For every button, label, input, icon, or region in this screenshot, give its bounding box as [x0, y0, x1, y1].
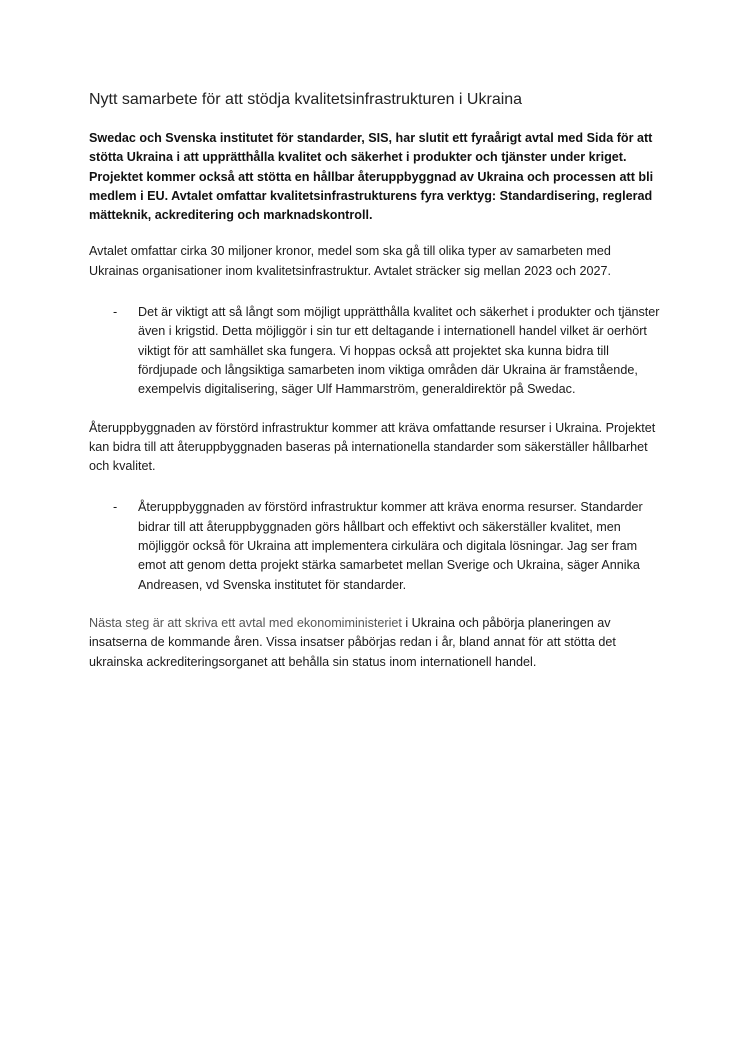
- body-paragraph-2: Återuppbyggnaden av förstörd infrastruktur kommer att kräva omfattande resurser i Ukraina. Projektet kan bidra till att återuppbyggnaden baseras på internationella standarder som säkerställer hållbarhet och kvalitet.: [89, 420, 656, 474]
- quote-2: [89, 498, 661, 594]
- body-paragraph-3: [89, 614, 661, 672]
- quote-1: [89, 303, 661, 399]
- lead-paragraph: Swedac och Svenska institutet för standarder, SIS, har slutit ett fyraårigt avtal med Sida för att stötta Ukraina i att upprätthålla kvalitet och säkerhet i produkter och tjänster under kriget. Projektet kommer också att stötta en hållbar återuppbyggnad av Ukraina och processen att bli medlem i EU. Avtalet omfattar kvalitetsinfrastrukturens fyra verktyg: Standardisering, reglerad mätteknik, ackreditering och marknadskontroll.: [89, 131, 654, 223]
- page-title: Nytt samarbete för att stödja kvalitetsinfrastrukturen i Ukraina: [89, 91, 523, 108]
- quote-dash: -: [113, 305, 118, 320]
- quote-dash: -: [113, 500, 118, 515]
- body-paragraph-3-rest: i Ukraina och påbörja planeringen av insatserna de kommande åren. Vissa insatser påbörjas redan i år, bland annat för att stötta det ukrainska ackrediteringsorganet att behålla sin status inom internationell handel.: [89, 615, 616, 669]
- body-paragraph-3-muted: Nästa steg är att skriva ett avtal med ekonomiministeriet: [89, 615, 402, 630]
- document-page: [89, 90, 661, 694]
- quote-1-text: Det är viktigt att så långt som möjligt upprätthålla kvalitet och säkerhet i produkter och tjänster även i krigstid. Detta möjliggör i sin tur ett deltagande i internationell handel vilket är oerhört viktigt för att samhället ska fungera. Vi hoppas också att projektet ska kunna bidra till fördjupade och långsiktiga samarbeten inom viktiga områden där Ukraina är framstående, exempelvis digitalisering, säger Ulf Hammarström, generaldirektör på Swedac.: [138, 305, 660, 397]
- body-paragraph-1: Avtalet omfattar cirka 30 miljoner kronor, medel som ska gå till olika typer av samarbeten med Ukrainas organisationer inom kvalitetsinfrastruktur. Avtalet sträcker sig mellan 2023 och 2027.: [89, 244, 611, 278]
- quote-2-text: Återuppbyggnaden av förstörd infrastruktur kommer att kräva enorma resurser. Standarder bidrar till att återuppbyggnaden görs hållbart och effektivt och säkerställer kvalitet, men möjliggör också för Ukraina att implementera cirkulära och digitala lösningar. Jag ser fram emot att genom detta projekt stärka samarbetet mellan Sverige och Ukraina, säger Annika Andreasen, vd Svenska institutet för standarder.: [138, 500, 643, 592]
